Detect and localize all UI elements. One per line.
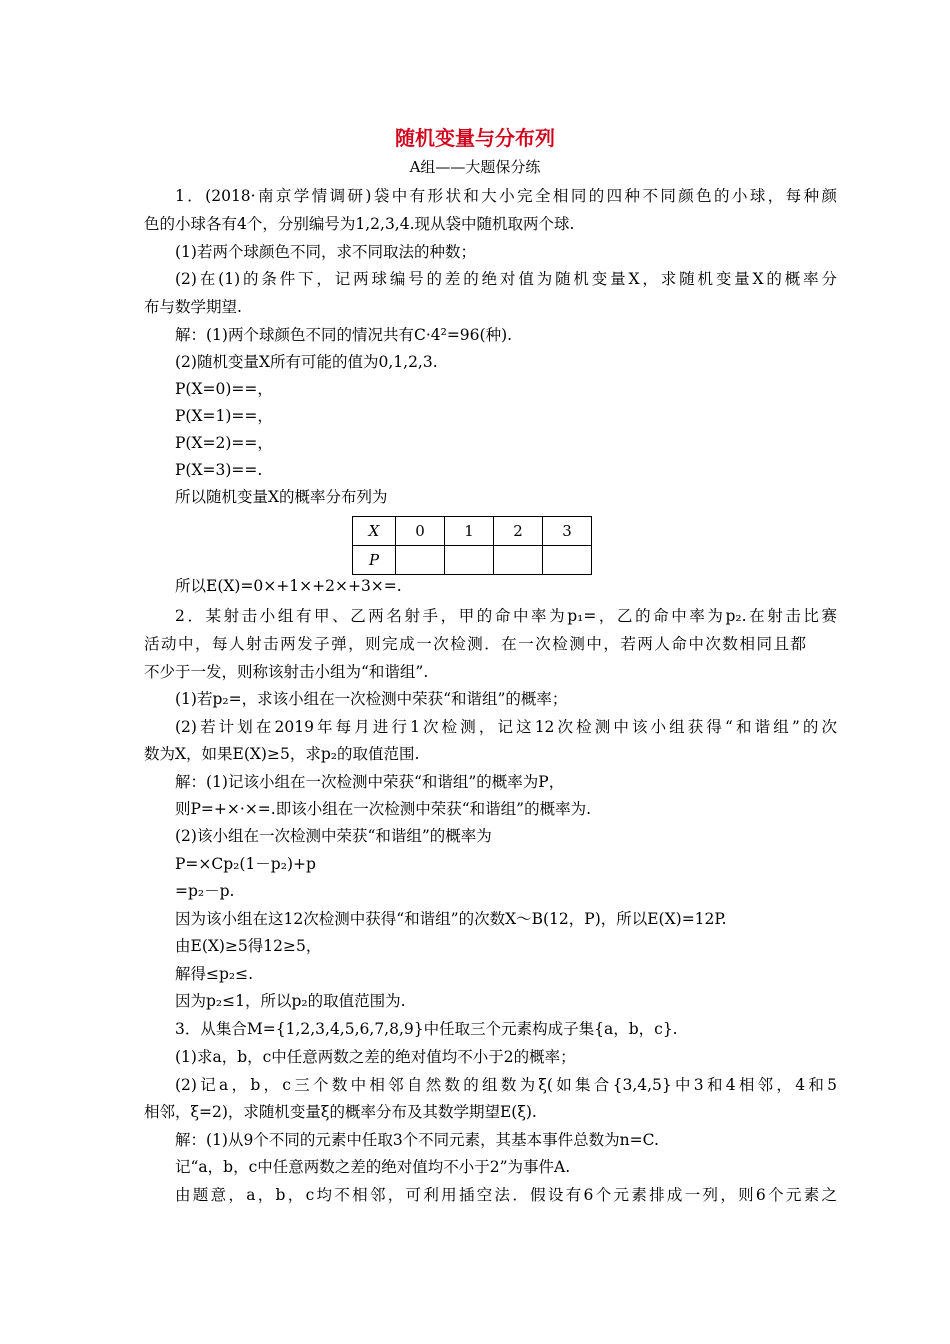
text-line: 记“a，b，c中任意两数之差的绝对值均不小于2”为事件A. xyxy=(175,1158,571,1176)
text-line: (2)该小组在一次检测中荣获“和谐组”的概率为 xyxy=(175,827,492,845)
text-line: 数为X，如果E(X)≥5，求p₂的取值范围. xyxy=(144,745,420,763)
text-line: 相邻，ξ=2)，求随机变量ξ的概率分布及其数学期望E(ξ). xyxy=(144,1103,537,1121)
text-line: 所以E(X)=0×+1×+2×+3×=. xyxy=(175,577,402,595)
text-line: 活动中，每人射击两发子弹，则完成一次检测．在一次检测中，若两人命中次数相同且都 xyxy=(144,635,806,653)
text-line: 3．从集合M={1,2,3,4,5,6,7,8,9}中任取三个元素构成子集{a，b，c}. xyxy=(175,1020,678,1038)
text-line: =p₂－p. xyxy=(175,882,235,900)
table-cell xyxy=(396,546,445,575)
text-line: P(X=3)==. xyxy=(175,461,263,479)
text-line: 1．(2018·南京学情调研)袋中有形状和大小完全相同的四种不同颜色的小球，每种颜 xyxy=(175,187,837,205)
text-line: P=×Cp₂(1－p₂)+p xyxy=(175,855,316,873)
table-cell: 1 xyxy=(445,517,494,546)
table-cell xyxy=(494,546,543,575)
table-cell: X xyxy=(353,517,396,546)
text-line: 解：(1)从9个不同的元素中任取3个不同元素，其基本事件总数为n=C. xyxy=(175,1131,659,1149)
text-line: 不少于一发，则称该射击小组为“和谐组”. xyxy=(144,663,429,681)
table-row xyxy=(353,546,592,575)
table-cell xyxy=(543,546,592,575)
page-title: 随机变量与分布列 xyxy=(395,126,555,150)
text-line: 则P=+×·×=.即该小组在一次检测中荣获“和谐组”的概率为. xyxy=(175,800,591,818)
text-line: 色的小球各有4个，分别编号为1,2,3,4.现从袋中随机取两个球. xyxy=(144,215,575,233)
text-line: (1)求a，b，c中任意两数之差的绝对值均不小于2的概率； xyxy=(175,1048,576,1066)
table-cell: 3 xyxy=(543,517,592,546)
text-line: (2)随机变量X所有可能的值为0,1,2,3. xyxy=(175,353,438,371)
table-cell xyxy=(445,546,494,575)
text-line: 因为p₂≤1，所以p₂的取值范围为. xyxy=(175,992,406,1010)
text-line: 由题意，a，b，c均不相邻，可利用插空法．假设有6个元素排成一列，则6个元素之 xyxy=(175,1186,837,1204)
text-line: P(X=0)==， xyxy=(175,380,273,398)
text-line: 解得≤p₂≤. xyxy=(175,965,254,983)
text-line: (2)若计划在2019年每月进行1次检测，记这12次检测中该小组获得“和谐组”的次 xyxy=(175,718,837,736)
table-cell: 0 xyxy=(396,517,445,546)
text-line: (2)在(1)的条件下，记两球编号的差的绝对值为随机变量X，求随机变量X的概率分 xyxy=(175,270,837,288)
table-row xyxy=(353,517,592,546)
text-line: 解：(1)记该小组在一次检测中荣获“和谐组”的概率为P， xyxy=(175,773,565,791)
text-line: 2．某射击小组有甲、乙两名射手，甲的命中率为p₁=，乙的命中率为p₂.在射击比赛 xyxy=(175,607,837,625)
text-line: (2)记a，b，c三个数中相邻自然数的组数为ξ(如集合{3,4,5}中3和4相邻，4和5 xyxy=(175,1076,837,1094)
text-line: 布与数学期望. xyxy=(144,298,242,316)
section-subtitle: A组——大题保分练 xyxy=(409,158,541,176)
text-line: P(X=1)==， xyxy=(175,407,273,425)
text-line: 由E(X)≥5得12≥5， xyxy=(175,937,322,955)
table-cell: 2 xyxy=(494,517,543,546)
table-cell: P xyxy=(353,546,396,575)
text-line: 所以随机变量X的概率分布列为 xyxy=(175,488,388,506)
text-line: 因为该小组在这12次检测中获得“和谐组”的次数X～B(12，P)，所以E(X)=12P. xyxy=(175,910,727,928)
text-line: (1)若p₂=，求该小组在一次检测中荣获“和谐组”的概率； xyxy=(175,690,568,708)
text-line: 解：(1)两个球颜色不同的情况共有C·4²=96(种). xyxy=(175,326,513,344)
text-line: P(X=2)==， xyxy=(175,434,273,452)
probability-table xyxy=(352,516,592,575)
text-line: (1)若两个球颜色不同，求不同取法的种数； xyxy=(175,243,476,261)
